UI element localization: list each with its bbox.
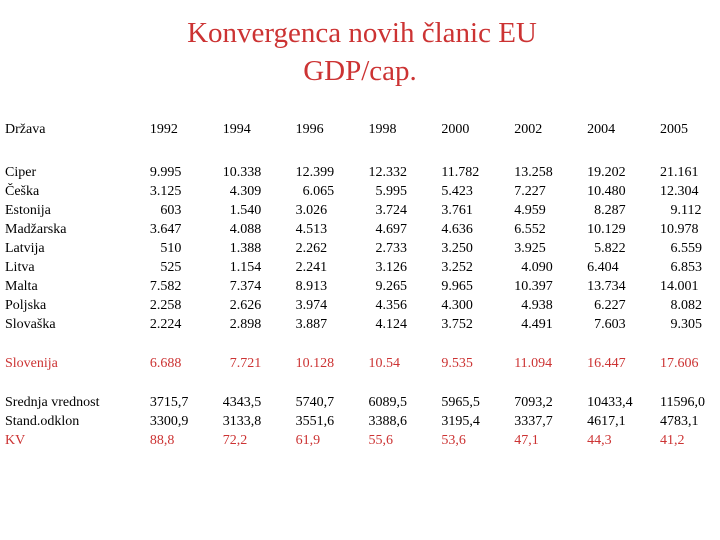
- slovenija-value: 9.535: [441, 356, 473, 371]
- table-cell: 72,2: [222, 433, 248, 448]
- table-cell: 5.822: [587, 241, 626, 256]
- title-line-1: Konvergenca novih članic EU: [187, 17, 537, 49]
- table-cell: 9.995: [149, 165, 182, 180]
- table-cell: 3.752: [441, 317, 473, 332]
- slovenija-label: Slovenija: [5, 356, 58, 371]
- slovenija-row: [5, 353, 720, 393]
- table-cell: 7.374: [222, 279, 262, 294]
- stats-block: [5, 393, 720, 450]
- title-line-2: GDP/cap.: [303, 55, 417, 87]
- table-cell: 19.202: [587, 165, 626, 180]
- country-values-1994: [223, 163, 296, 353]
- stats-values-1996: [296, 393, 369, 450]
- table-cell: 3300,9: [149, 414, 189, 429]
- table-cell: 3.974: [295, 298, 328, 313]
- table-cell: 3388,6: [368, 414, 407, 429]
- table-cell: 7.603: [587, 317, 626, 332]
- stats-labels: [5, 393, 150, 450]
- table-cell: 14.001: [659, 279, 699, 294]
- table-cell: 3.026: [295, 203, 328, 218]
- table-cell: 1.388: [222, 241, 262, 256]
- table-cell: 4617,1: [587, 414, 626, 429]
- table-cell: 2.733: [368, 241, 407, 256]
- slovenija-value: 16.447: [587, 356, 626, 371]
- slovenija-value: 6.688: [149, 356, 182, 371]
- table-cell: 41,2: [659, 433, 685, 448]
- header-year: 1998: [368, 122, 397, 137]
- table-cell: 3.250: [441, 241, 473, 256]
- table-cell: 6.853: [659, 260, 702, 275]
- stats-values-2000: [441, 393, 514, 450]
- table-cell: 6.559: [659, 241, 702, 256]
- table-cell: 21.161: [659, 165, 699, 180]
- table-cell: 3.761: [441, 203, 473, 218]
- stats-values-2005: [660, 393, 720, 450]
- country-values-2005: [660, 163, 720, 353]
- table-cell: 4.300: [441, 298, 473, 313]
- table-cell: 8.287: [587, 203, 626, 218]
- table-cell: 13.258: [514, 165, 553, 180]
- table-cell: 13.734: [587, 279, 626, 294]
- table-cell: 47,1: [514, 433, 539, 448]
- table-cell: 3.925: [514, 241, 546, 256]
- table-cell: 12.304: [659, 184, 699, 199]
- table-cell: Češka: [5, 184, 40, 199]
- table-cell: 12.399: [295, 165, 335, 180]
- table-cell: 10.397: [514, 279, 553, 294]
- table-cell: Latvija: [5, 241, 45, 256]
- slovenija-value: 10.54: [368, 356, 400, 371]
- table-cell: 2.898: [222, 317, 262, 332]
- table-cell: 2.258: [149, 298, 182, 313]
- country-values-2004: [587, 163, 660, 353]
- table-cell: 4.124: [368, 317, 407, 332]
- table-cell: 2.241: [295, 260, 328, 275]
- table-cell: 2.224: [149, 317, 182, 332]
- table-cell: 3.887: [295, 317, 328, 332]
- table-cell: 3715,7: [149, 395, 189, 410]
- table-cell: 5740,7: [295, 395, 335, 410]
- table-cell: 6.227: [587, 298, 626, 313]
- table-cell: 8.082: [659, 298, 702, 313]
- table-cell: 1.154: [222, 260, 262, 275]
- table-cell: Slovaška: [5, 317, 56, 332]
- table-cell: 7.582: [149, 279, 182, 294]
- slide-title: [0, 14, 720, 90]
- table-cell: 4.513: [295, 222, 328, 237]
- table-cell: 3337,7: [514, 414, 553, 429]
- table-cell: 525: [149, 260, 182, 275]
- country-values-1998: [368, 163, 441, 353]
- table-cell: 10.978: [659, 222, 699, 237]
- table-cell: 4.088: [222, 222, 262, 237]
- slovenija-value: 11.094: [514, 356, 553, 371]
- table-cell: Stand.odklon: [5, 414, 80, 429]
- header-year: 2005: [659, 122, 688, 137]
- table-cell: 9.265: [368, 279, 407, 294]
- table-cell: 10.480: [587, 184, 626, 199]
- table-cell: 5965,5: [441, 395, 480, 410]
- table-cell: 10.129: [587, 222, 626, 237]
- header-year: 2004: [587, 122, 616, 137]
- table-cell: Srednja vrednost: [5, 395, 100, 410]
- table-cell: 4.309: [222, 184, 262, 199]
- stats-values-2002: [514, 393, 587, 450]
- header-year: 1996: [295, 122, 324, 137]
- header-row: [5, 120, 720, 163]
- table-cell: 9.112: [659, 203, 702, 218]
- table-cell: 6.552: [514, 222, 546, 237]
- country-values-1996: [296, 163, 369, 353]
- table-cell: 3.126: [368, 260, 407, 275]
- table-cell: 6.065: [295, 184, 335, 199]
- table-cell: 3.252: [441, 260, 473, 275]
- table-cell: 510: [149, 241, 182, 256]
- table-cell: Malta: [5, 279, 38, 294]
- table-cell: 6089,5: [368, 395, 407, 410]
- header-year: 1994: [222, 122, 251, 137]
- table-cell: 4.636: [441, 222, 473, 237]
- header-year: 2000: [441, 122, 470, 137]
- table-cell: 11.782: [441, 165, 480, 180]
- table-cell: 8.913: [295, 279, 328, 294]
- slovenija-value: 17.606: [659, 356, 699, 371]
- table-cell: 12.332: [368, 165, 407, 180]
- header-year: 1992: [149, 122, 178, 137]
- table-cell: Estonija: [5, 203, 51, 218]
- table-cell: 6.404: [587, 260, 619, 275]
- header-country: Država: [5, 122, 46, 137]
- stats-values-1998: [368, 393, 441, 450]
- table-cell: 1.540: [222, 203, 262, 218]
- table-cell: 7093,2: [514, 395, 553, 410]
- table-cell: 2.626: [222, 298, 262, 313]
- table-cell: Ciper: [5, 165, 37, 180]
- table-cell: KV: [5, 433, 26, 448]
- table-cell: 3.125: [149, 184, 182, 199]
- table-cell: 4.697: [368, 222, 407, 237]
- table-cell: 9.965: [441, 279, 473, 294]
- table-cell: 3.647: [149, 222, 182, 237]
- table-cell: 11596,0: [659, 395, 705, 410]
- stats-values-2004: [587, 393, 660, 450]
- table-cell: 44,3: [587, 433, 612, 448]
- table-cell: 55,6: [368, 433, 393, 448]
- table-cell: 4.938: [514, 298, 553, 313]
- table-cell: 7.227: [514, 184, 546, 199]
- table-cell: 4.090: [514, 260, 553, 275]
- table-cell: 3133,8: [222, 414, 262, 429]
- table-cell: Poljska: [5, 298, 47, 313]
- country-values-2000: [441, 163, 514, 353]
- country-names: [5, 163, 150, 353]
- table-cell: 10433,4: [587, 395, 633, 410]
- table-cell: 5.995: [368, 184, 407, 199]
- table-cell: 4.959: [514, 203, 546, 218]
- table-cell: Litva: [5, 260, 35, 275]
- header-year: 2002: [514, 122, 543, 137]
- slovenija-value: 7.721: [222, 356, 262, 371]
- slovenija-value: 10.128: [295, 356, 335, 371]
- table-cell: 61,9: [295, 433, 321, 448]
- country-values-1992: [150, 163, 223, 353]
- table-cell: 5.423: [441, 184, 473, 199]
- stats-values-1994: [223, 393, 296, 450]
- table-cell: 10.338: [222, 165, 262, 180]
- table-cell: 3195,4: [441, 414, 480, 429]
- gdp-table: [5, 120, 720, 450]
- countries-block: [5, 163, 720, 353]
- table-cell: 88,8: [149, 433, 175, 448]
- table-cell: 4.491: [514, 317, 553, 332]
- table-cell: 4.356: [368, 298, 407, 313]
- table-cell: Madžarska: [5, 222, 67, 237]
- table-cell: 53,6: [441, 433, 466, 448]
- table-cell: 2.262: [295, 241, 328, 256]
- table-cell: 4343,5: [222, 395, 262, 410]
- stats-values-1992: [150, 393, 223, 450]
- table-cell: 9.305: [659, 317, 702, 332]
- table-cell: 3.724: [368, 203, 407, 218]
- table-cell: 4783,1: [659, 414, 699, 429]
- country-values-2002: [514, 163, 587, 353]
- table-cell: 603: [149, 203, 182, 218]
- table-cell: 3551,6: [295, 414, 335, 429]
